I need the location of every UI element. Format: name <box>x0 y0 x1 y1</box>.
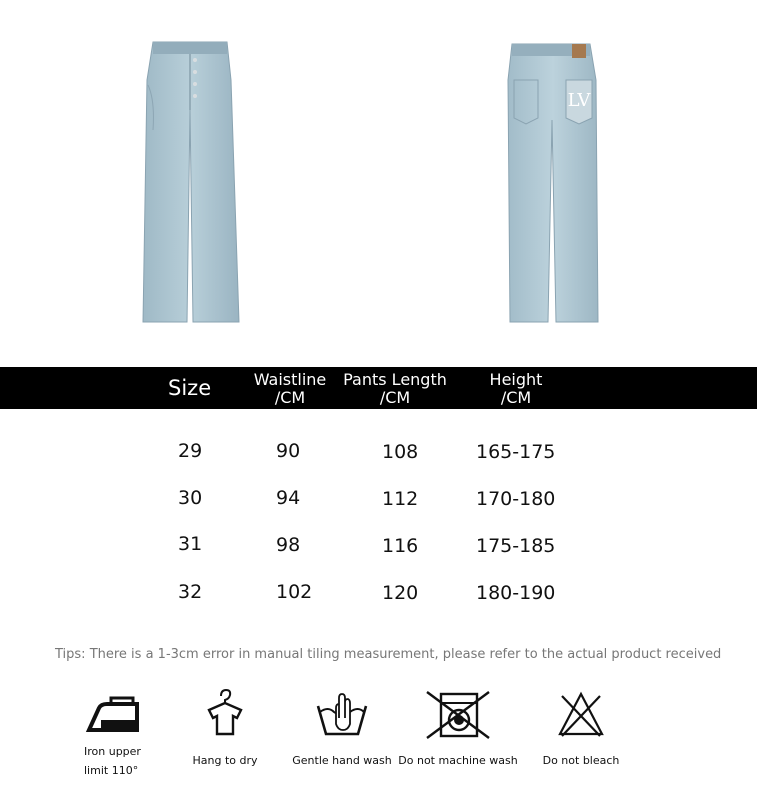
header-pants-length-label: Pants Length <box>343 370 447 389</box>
cell-pants-length: 116 <box>382 535 419 557</box>
header-size: Size <box>168 376 212 400</box>
header-waistline <box>248 371 332 407</box>
iron-icon <box>83 690 143 738</box>
header-height-label: Height <box>489 370 543 389</box>
care-label-iron-line1: Iron upper <box>84 745 141 758</box>
care-item-no-bleach <box>538 690 624 770</box>
cell-size: 29 <box>178 440 203 462</box>
header-height-unit: /CM <box>500 388 532 407</box>
header-pants-length <box>340 371 450 407</box>
care-item-no-machine-wash <box>398 690 518 770</box>
no-machine-wash-icon <box>425 690 491 740</box>
care-item-iron <box>78 690 148 780</box>
cell-size: 30 <box>178 487 203 509</box>
care-label-hang-dry: Hang to dry <box>192 754 258 767</box>
care-label-iron <box>78 742 148 780</box>
cell-height: 165-175 <box>476 441 556 463</box>
jeans-front-image <box>135 40 245 325</box>
jeans-back-image <box>502 40 602 325</box>
hanger-shirt-icon <box>203 688 247 738</box>
cell-waistline: 102 <box>276 581 313 603</box>
cell-pants-length: 120 <box>382 582 419 604</box>
size-table-header <box>0 367 757 409</box>
svg-text:LV: LV <box>567 90 591 111</box>
header-waistline-unit: /CM <box>274 388 306 407</box>
header-height <box>474 371 558 407</box>
cell-height: 170-180 <box>476 488 556 510</box>
cell-pants-length: 108 <box>382 441 419 463</box>
cell-waistline: 90 <box>276 440 301 462</box>
cell-waistline: 98 <box>276 534 301 556</box>
header-pants-length-unit: /CM <box>379 388 411 407</box>
care-label-hand-wash: Gentle hand wash <box>292 754 392 767</box>
cell-waistline: 94 <box>276 487 301 509</box>
no-bleach-icon <box>556 690 606 740</box>
cell-pants-length: 112 <box>382 488 419 510</box>
care-label-no-machine-wash: Do not machine wash <box>398 754 518 767</box>
hand-wash-icon <box>314 688 370 738</box>
header-waistline-label: Waistline <box>253 370 327 389</box>
care-label-no-bleach: Do not bleach <box>542 754 620 767</box>
cell-height: 175-185 <box>476 535 556 557</box>
cell-size: 31 <box>178 533 203 555</box>
measurement-tips: Tips: There is a 1-3cm error in manual tiling measurement, please refer to the actual product received <box>55 647 722 662</box>
cell-height: 180-190 <box>476 582 556 604</box>
care-label-iron-line2: limit 110° <box>84 764 139 777</box>
care-item-hang-dry <box>188 688 262 770</box>
cell-size: 32 <box>178 581 203 603</box>
care-item-hand-wash <box>292 688 392 770</box>
